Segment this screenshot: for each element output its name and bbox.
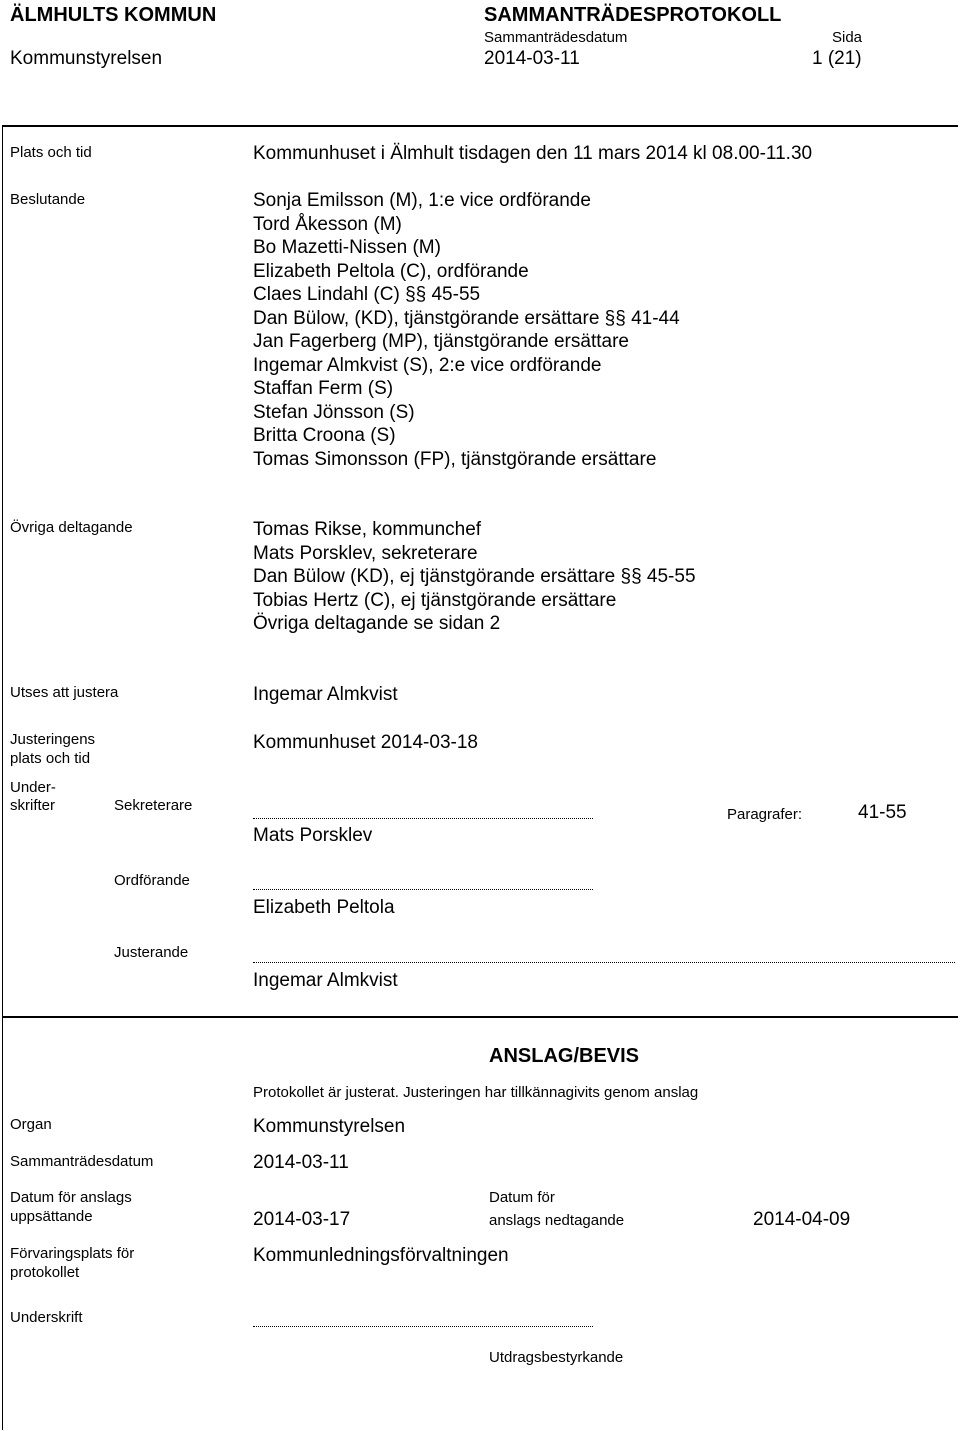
others-label: Övriga deltagande <box>10 519 133 536</box>
list-item: Stefan Jönsson (S) <box>253 401 415 423</box>
list-item: Dan Bülow (KD), ej tjänstgörande ersättare §§ 45-55 <box>253 566 696 587</box>
list-item: Sonja Emilsson (M), 1:e vice ordförande <box>253 190 591 211</box>
page-number: 1 (21) <box>812 48 862 69</box>
list-item: Mats Porsklev, sekreterare <box>253 542 478 564</box>
posted-date-label: Datum för anslags <box>10 1189 132 1206</box>
secretary-name: Mats Porsklev <box>253 825 373 846</box>
list-item: Jan Fagerberg (MP), tjänstgörande ersättare <box>253 331 629 352</box>
list-item: Claes Lindahl (C) §§ 45-55 <box>253 284 481 305</box>
list-item: Elizabeth Peltola (C), ordförande <box>253 260 529 282</box>
left-border <box>2 125 3 1430</box>
notice-statement: Protokollet är justerat. Justeringen har tillkännagivits genom anslag <box>253 1084 699 1101</box>
others-list <box>253 518 696 636</box>
list-item: Tomas Rikse, kommunchef <box>253 519 482 540</box>
municipality-name: ÄLMHULTS KOMMUN <box>10 4 217 26</box>
removed-date-label: anslags nedtagande <box>489 1212 625 1229</box>
signatures-label: skrifter <box>10 797 55 814</box>
page-label: Sida <box>832 29 863 46</box>
notice-title: ANSLAG/BEVIS <box>489 1045 640 1067</box>
deciding-label: Beslutande <box>10 191 86 208</box>
adjuster-signature-label: Justerande <box>114 944 189 961</box>
list-item: Bo Mazetti-Nissen (M) <box>253 237 441 258</box>
posted-date-label: uppsättande <box>10 1208 93 1225</box>
removed-date: 2014-04-09 <box>753 1209 851 1230</box>
organ-label: Organ <box>10 1116 52 1133</box>
committee-name: Kommunstyrelsen <box>10 48 163 69</box>
list-item: Dan Bülow, (KD), tjänstgörande ersättare §§ 41-44 <box>253 307 680 329</box>
list-item: Tord Åkesson (M) <box>253 213 402 235</box>
storage-place: Kommunledningsförvaltningen <box>253 1245 509 1266</box>
signatures-label: Under- <box>10 779 56 796</box>
storage-label: Förvaringsplats för <box>10 1245 135 1262</box>
posted-date: 2014-03-17 <box>253 1209 351 1230</box>
paragraphs-range: 41-55 <box>858 802 907 823</box>
adjust-place: Kommunhuset 2014-03-18 <box>253 732 478 753</box>
notice-meeting-date: 2014-03-11 <box>253 1152 349 1173</box>
removed-date-label: Datum för <box>489 1189 555 1206</box>
list-item: Britta Croona (S) <box>253 425 396 446</box>
document-type: SAMMANTRÄDESPROTOKOLL <box>484 4 782 26</box>
adjust-place-label: Justeringens <box>10 731 96 748</box>
chair-signature-line <box>253 889 593 890</box>
list-item: Ingemar Almkvist (S), 2:e vice ordförande <box>253 354 602 376</box>
list-item: Övriga deltagande se sidan 2 <box>253 613 501 634</box>
organ-value: Kommunstyrelsen <box>253 1116 406 1137</box>
list-item: Staffan Ferm (S) <box>253 378 394 399</box>
notice-signature-line <box>253 1326 593 1327</box>
deciding-list <box>253 189 680 471</box>
secretary-label: Sekreterare <box>114 797 193 814</box>
certification-label: Utdragsbestyrkande <box>489 1349 624 1366</box>
chair-label: Ordförande <box>114 872 190 889</box>
list-item: Tobias Hertz (C), ej tjänstgörande ersättare <box>253 589 617 611</box>
secretary-signature-line <box>253 818 593 819</box>
adjuster-name: Ingemar Almkvist <box>253 684 398 705</box>
chair-name: Elizabeth Peltola <box>253 897 395 918</box>
adjuster-signature-name: Ingemar Almkvist <box>253 970 398 991</box>
place-label: Plats och tid <box>10 144 92 161</box>
notice-meeting-date-label: Sammanträdesdatum <box>10 1153 154 1170</box>
meeting-date: 2014-03-11 <box>484 48 580 69</box>
meeting-date-label: Sammanträdesdatum <box>484 29 628 46</box>
notice-signature-label: Underskrift <box>10 1309 83 1326</box>
adjust-place-label: plats och tid <box>10 750 91 767</box>
list-item: Tomas Simonsson (FP), tjänstgörande ersättare <box>253 448 657 470</box>
adjuster-label: Utses att justera <box>10 684 119 701</box>
adjuster-signature-line <box>253 962 955 963</box>
meeting-place: Kommunhuset i Älmhult tisdagen den 11 mars 2014 kl 08.00-11.30 <box>253 143 813 164</box>
storage-label: protokollet <box>10 1264 80 1281</box>
section-rule <box>2 1016 958 1018</box>
paragraphs-label: Paragrafer: <box>727 806 803 823</box>
top-rule <box>2 125 958 127</box>
